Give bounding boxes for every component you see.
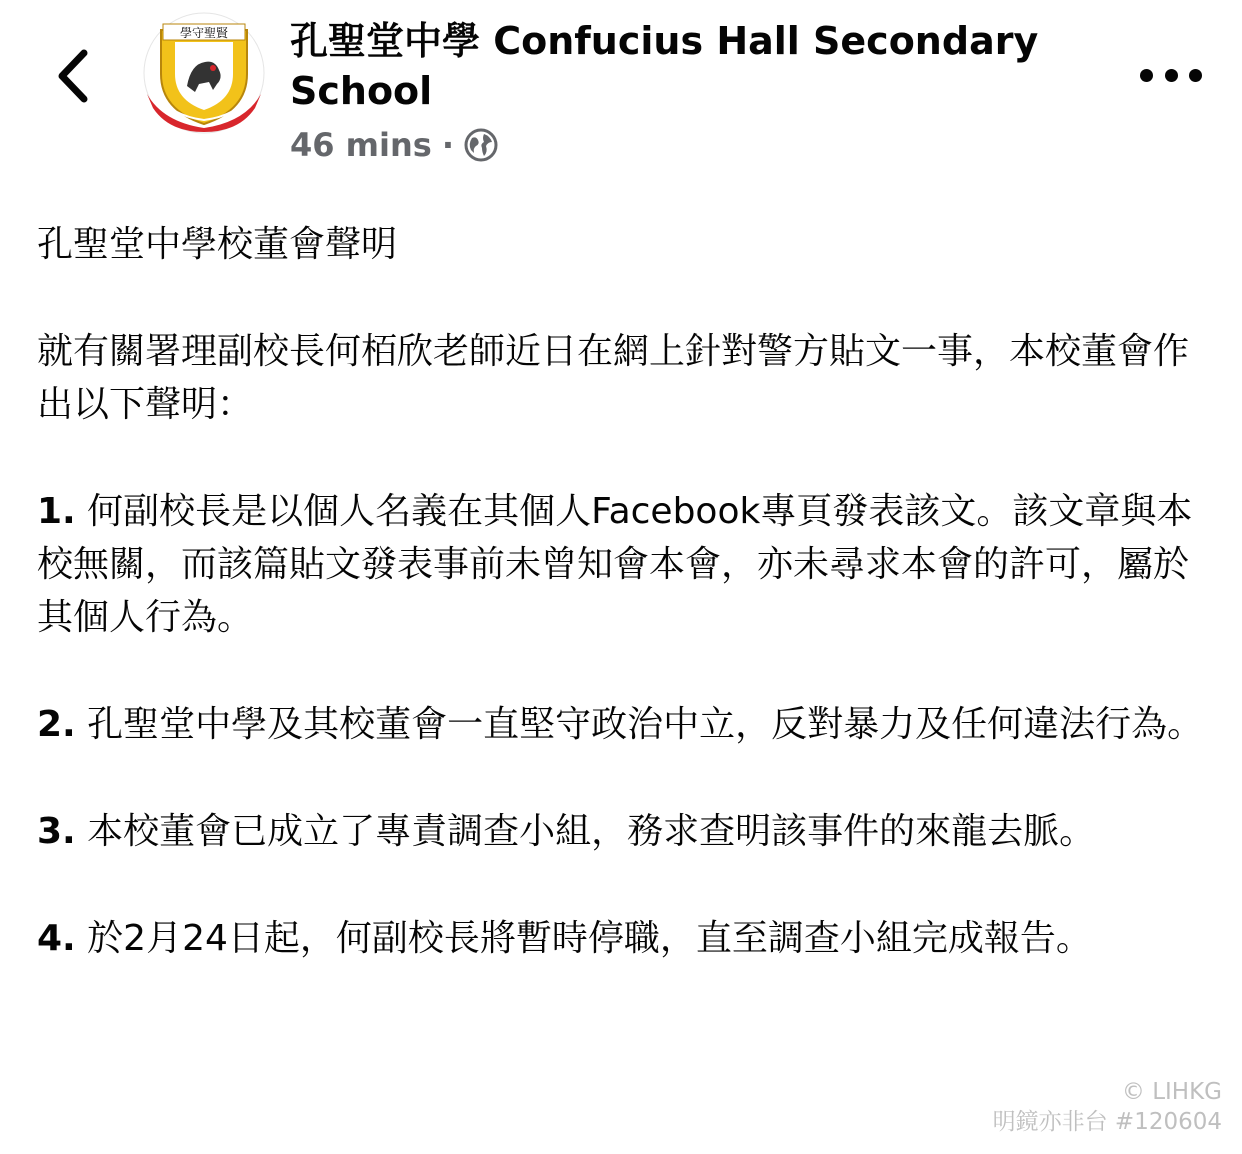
watermark-source: © LIHKG (1121, 1079, 1222, 1105)
more-options-button[interactable] (1140, 55, 1202, 95)
post-intro: 就有關署理副校長何栢欣老師近日在網上針對警方貼文一事，本校董會作出以下聲明： (37, 331, 1190, 425)
page-name[interactable]: 孔聖堂中學 Confucius Hall Secondary School (290, 19, 1039, 113)
point-text: 孔聖堂中學及其校董會一直堅守政治中立，反對暴力及任何違法行為。 (75, 704, 1204, 745)
chevron-left-icon (56, 49, 90, 103)
point-text: 何副校長是以個人名義在其個人Facebook專頁發表該文。該文章與本校無關，而該篇貼文發表事前未曾知會本會，亦未尋求本會的許可，屬於其個人行為。 (37, 491, 1193, 638)
post-point (37, 912, 1207, 965)
point-number: 1. (37, 491, 76, 532)
globe-icon (464, 128, 498, 162)
page-avatar[interactable] (143, 12, 265, 134)
watermark-user: 明鏡亦非台 #120604 (992, 1109, 1222, 1135)
point-number: 4. (37, 918, 76, 959)
point-text: 本校董會已成立了專責調查小組，務求查明該事件的來龍去脈。 (75, 811, 1096, 852)
post-title: 孔聖堂中學校董會聲明 (37, 224, 398, 265)
post-point (37, 805, 1207, 858)
post-point (37, 698, 1207, 751)
post-meta (290, 122, 498, 168)
school-logo (143, 12, 265, 134)
post-timestamp[interactable]: 46 mins (290, 126, 432, 164)
back-button[interactable] (48, 44, 98, 108)
logo-lettering: 學守聖賢 (179, 26, 229, 40)
more-dot (1140, 69, 1153, 82)
post-body (37, 218, 1207, 1019)
more-dot (1189, 69, 1202, 82)
point-number: 3. (37, 811, 76, 852)
point-number: 2. (37, 704, 76, 745)
point-text: 於2月24日起，何副校長將暫時停職，直至調查小組完成報告。 (75, 918, 1092, 959)
meta-separator: · (441, 126, 454, 164)
post-point (37, 485, 1207, 644)
more-dot (1165, 69, 1178, 82)
